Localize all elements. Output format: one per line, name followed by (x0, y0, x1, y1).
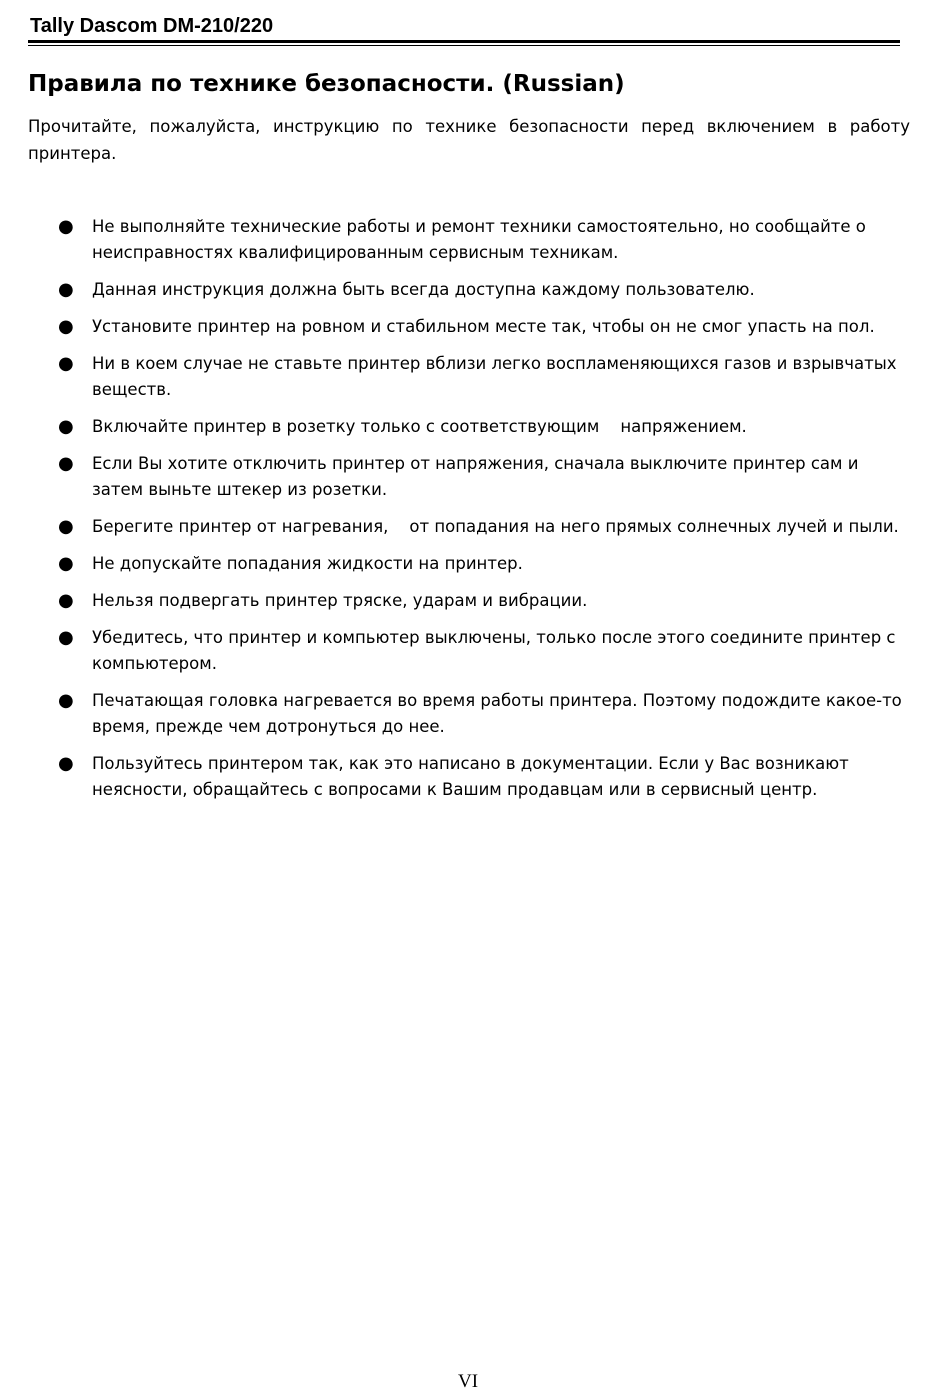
safety-rule-text: Данная инструкция должна быть всегда доступна каждому пользователю. (92, 280, 755, 299)
safety-rule-item (0, 351, 912, 403)
bullet-icon: ● (58, 516, 74, 537)
page-number: VI (457, 1371, 479, 1392)
safety-rule-item (0, 588, 912, 614)
bullet-icon: ● (58, 553, 74, 574)
bullet-icon: ● (58, 416, 74, 437)
safety-rule-item (0, 414, 912, 440)
safety-rule-item (0, 514, 912, 540)
bullet-icon: ● (58, 590, 74, 611)
safety-rule-text: Не выполняйте технические работы и ремонт техники самостоятельно, но сообщайте о неисправностях квалифицированным сервисным техникам. (92, 217, 866, 262)
header-divider-thick (28, 40, 900, 43)
safety-rule-text: Не допускайте попадания жидкости на принтер. (92, 554, 523, 573)
bullet-icon: ● (58, 753, 74, 774)
safety-rule-item (0, 688, 912, 740)
safety-rule-text: Если Вы хотите отключить принтер от напряжения, сначала выключите принтер сам и затем выньте штекер из розетки. (92, 454, 859, 499)
bullet-icon: ● (58, 279, 74, 300)
safety-rule-item (0, 214, 912, 266)
bullet-icon: ● (58, 690, 74, 711)
safety-rule-text: Пользуйтесь принтером так, как это написано в документации. Если у Вас возникают неясности, обращайтесь с вопросами к Вашим продавцам или в сервисный центр. (92, 754, 849, 799)
bullet-icon: ● (58, 453, 74, 474)
safety-rule-item (0, 451, 912, 503)
safety-rule-item (0, 551, 912, 577)
header-divider-thin (28, 45, 900, 46)
safety-rule-item (0, 625, 912, 677)
document-header-title: Tally Dascom DM-210/220 (30, 15, 274, 37)
safety-rule-text: Включайте принтер в розетку только с соответствующим напряжением. (92, 417, 747, 436)
safety-rules-list (0, 214, 950, 814)
bullet-icon: ● (58, 316, 74, 337)
safety-rule-item (0, 277, 912, 303)
page-title: Правила по технике безопасности. (Russian) (28, 71, 625, 97)
safety-rule-text: Установите принтер на ровном и стабильном месте так, чтобы он не смог упасть на пол. (92, 317, 875, 336)
safety-rule-text: Нельзя подвергать принтер тряске, ударам и вибрации. (92, 591, 588, 610)
bullet-icon: ● (58, 216, 74, 237)
bullet-icon: ● (58, 353, 74, 374)
safety-rule-text: Ни в коем случае не ставьте принтер вблизи легко воспламеняющихся газов и взрывчатых веществ. (92, 354, 897, 399)
safety-rule-text: Печатающая головка нагревается во время работы принтера. Поэтому подождите какое-то время, прежде чем дотронуться до нее. (92, 691, 902, 736)
safety-rule-item (0, 751, 912, 803)
bullet-icon: ● (58, 627, 74, 648)
safety-rule-text: Убедитесь, что принтер и компьютер выключены, только после этого соедините принтер с компьютером. (92, 628, 896, 673)
safety-rule-item (0, 314, 912, 340)
safety-rule-text: Берегите принтер от нагревания, от попадания на него прямых солнечных лучей и пыли. (92, 517, 899, 536)
intro-paragraph: Прочитайте, пожалуйста, инструкцию по технике безопасности перед включением в работу принтера. (28, 117, 910, 163)
